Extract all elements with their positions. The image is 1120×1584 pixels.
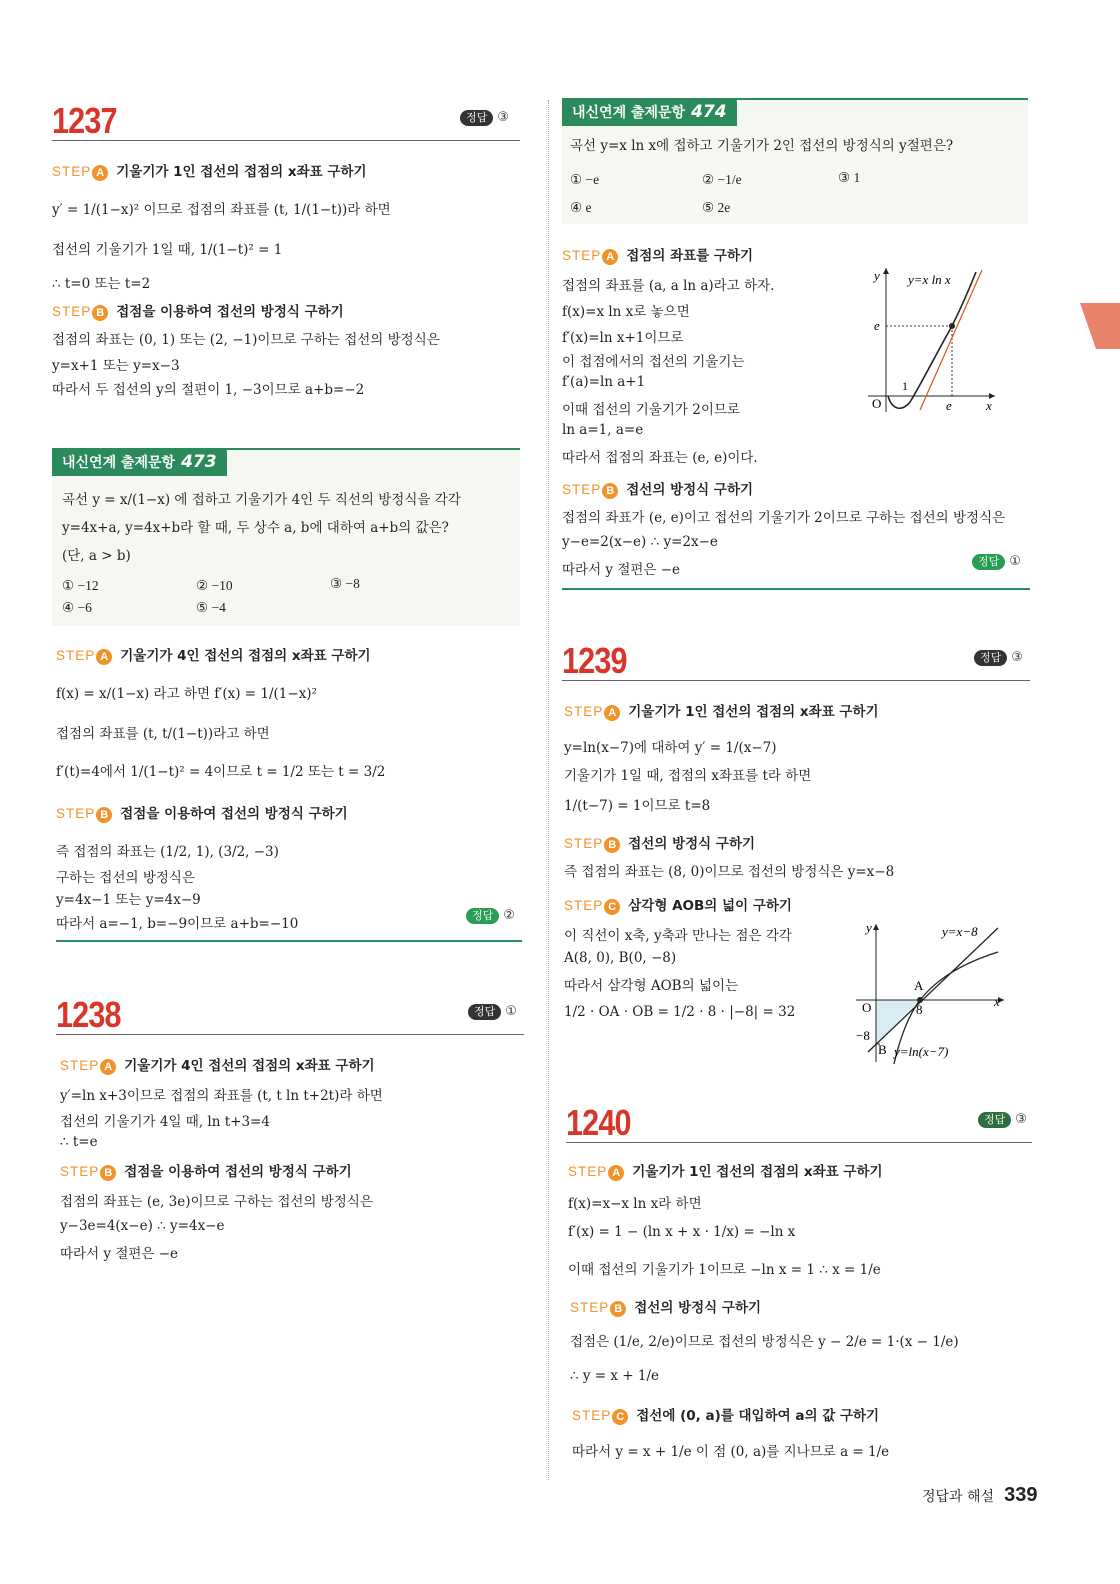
solution-line: f′(t)=4에서 1/(1−t)² = 4이므로 t = 1/2 또는 t = 3/2 — [56, 764, 386, 780]
solution-line: 접점은 (1/e, 2/e)이므로 접선의 방정식은 y − 2/e = 1·(x − 1/e) — [570, 1334, 959, 1350]
solution-line: 이 접점에서의 접선의 기울기는 — [562, 354, 745, 370]
linked-problem-banner: 내신연계 출제문항 473 — [52, 448, 227, 476]
page-number: 339 — [1004, 1484, 1038, 1506]
step-heading: STEP B 접점을 이용하여 접선의 방정식 구하기 — [56, 806, 348, 822]
question-line: 곡선 y=x ln x에 접하고 기울기가 2인 접선의 방정식의 y절편은? — [570, 138, 954, 154]
step-heading: STEP C 접선에 (0, a)를 대입하여 a의 값 구하기 — [572, 1408, 880, 1424]
tick-label: 1 — [902, 379, 908, 393]
curve-label: y=ln(x−7) — [894, 1044, 949, 1059]
choice: ② −1/e — [702, 172, 742, 187]
question-line: 곡선 y = x/(1−x) 에 접하고 기울기가 4인 두 직선의 방정식을 각각 — [62, 492, 461, 508]
solution-line: ln a=1, a=e — [562, 422, 644, 438]
choice: ④ e — [570, 200, 592, 215]
answer-value: ② — [503, 908, 515, 923]
solution-line: 구하는 접선의 방정식은 — [56, 870, 195, 886]
choice: ⑤ 2e — [702, 200, 731, 215]
point-label: A — [914, 978, 924, 993]
choice: ② −10 — [196, 578, 233, 593]
tick-label: −8 — [856, 1028, 870, 1043]
page-footer — [922, 1484, 1037, 1507]
solution-line: 따라서 삼각형 AOB의 넓이는 — [564, 978, 739, 994]
solution-line: f′(a)=ln a+1 — [562, 374, 646, 390]
box-end-rule — [56, 940, 522, 942]
answer-value: ① — [1009, 554, 1021, 569]
step-heading: STEP A 기울기가 4인 접선의 접점의 x좌표 구하기 — [60, 1058, 375, 1074]
step-heading: STEP B 접선의 방정식 구하기 — [564, 836, 756, 852]
solution-line: 이때 접선의 기울기가 2이므로 — [562, 402, 740, 418]
answer-value: ③ — [1015, 1112, 1027, 1127]
solution-line: 접점의 좌표는 (e, 3e)이므로 구하는 접선의 방정식은 — [60, 1194, 373, 1210]
footer-label: 정답과 해설 — [922, 1489, 995, 1505]
answer-indicator — [974, 650, 1023, 666]
answer-badge: 정답 — [974, 650, 1007, 666]
answer-badge: 정답 — [468, 1004, 501, 1020]
point-label: B — [878, 1042, 887, 1057]
solution-line: 이때 접선의 기울기가 1이므로 −ln x = 1 ∴ x = 1/e — [568, 1262, 881, 1278]
solution-line: f(x) = x/(1−x) 라고 하면 f′(x) = 1/(1−x)² — [56, 686, 317, 702]
choice: ③ −8 — [330, 576, 360, 591]
graph-xlnx — [860, 262, 1000, 414]
solution-line: 접점의 좌표를 (a, a ln a)라고 하자. — [562, 278, 775, 294]
solution-line: 1/2 · OA · OB = 1/2 · 8 · |−8| = 32 — [564, 1004, 796, 1020]
section-rule — [56, 1034, 524, 1035]
answer-indicator — [466, 908, 515, 924]
step-heading: STEP A 접점의 좌표를 구하기 — [562, 248, 754, 264]
x-axis-label: x — [986, 398, 992, 413]
step-heading: STEP B 접점을 이용하여 접선의 방정식 구하기 — [52, 304, 344, 320]
solution-line: 따라서 a=−1, b=−9이므로 a+b=−10 — [56, 916, 299, 932]
curve-label: y=x ln x — [908, 272, 951, 287]
origin-label: O — [862, 1000, 872, 1015]
solution-line: f(x)=x−x ln x라 하면 — [568, 1196, 702, 1212]
linked-problem-banner: 내신연계 출제문항 474 — [562, 98, 737, 126]
choice: ① −12 — [62, 578, 99, 593]
solution-line: 따라서 y 절편은 −e — [562, 562, 681, 578]
choice: ④ −6 — [62, 600, 92, 615]
solution-line: ∴ y = x + 1/e — [570, 1368, 660, 1384]
origin-label: O — [872, 396, 882, 411]
section-rule — [566, 1142, 1032, 1143]
answer-badge: 정답 — [978, 1112, 1011, 1128]
step-heading: STEP A 기울기가 1인 접선의 접점의 x좌표 구하기 — [568, 1164, 883, 1180]
solution-line: 기울기가 1일 때, 접점의 x좌표를 t라 하면 — [564, 768, 812, 784]
solution-line: 따라서 두 접선의 y의 절편이 1, −3이므로 a+b=−2 — [52, 382, 365, 398]
answer-value: ③ — [1011, 650, 1023, 665]
solution-line: y=4x−1 또는 y=4x−9 — [56, 892, 201, 908]
step-heading: STEP A 기울기가 1인 접선의 접점의 x좌표 구하기 — [52, 164, 367, 180]
solution-line: 접점의 좌표를 (t, t/(1−t))라고 하면 — [56, 726, 270, 742]
solution-line: 접점의 좌표가 (e, e)이고 접선의 기울기가 2이므로 구하는 접선의 방정식은 — [562, 510, 1006, 526]
solution-line: y=x+1 또는 y=x−3 — [52, 358, 180, 374]
solution-line: f′(x) = 1 − (ln x + x · 1/x) = −ln x — [568, 1224, 796, 1240]
problem-number: 1238 — [56, 994, 121, 1035]
solution-line: 접점의 좌표는 (0, 1) 또는 (2, −1)이므로 구하는 접선의 방정식은 — [52, 332, 440, 348]
solution-line: 1/(t−7) = 1이므로 t=8 — [564, 798, 711, 814]
solution-line: f′(x)=ln x+1이므로 — [562, 330, 684, 346]
answer-badge: 정답 — [466, 908, 499, 924]
solution-line: y′ = 1/(1−x)² 이므로 접점의 좌표를 (t, 1/(1−t))라 하면 — [52, 202, 391, 218]
solution-line: y′=ln x+3이므로 접점의 좌표를 (t, t ln t+2t)라 하면 — [60, 1088, 383, 1104]
solution-line: 따라서 y 절편은 −e — [60, 1246, 179, 1262]
solution-line: ∴ t=0 또는 t=2 — [52, 276, 151, 292]
solution-line: f(x)=x ln x로 놓으면 — [562, 304, 690, 320]
tick-label: e — [946, 398, 952, 413]
answer-value: ① — [505, 1004, 517, 1019]
question-line: (단, a > b) — [62, 548, 131, 564]
solution-line: 접선의 기울기가 1일 때, 1/(1−t)² = 1 — [52, 242, 283, 258]
answer-indicator — [460, 110, 509, 126]
solution-line: y=ln(x−7)에 대하여 y′ = 1/(x−7) — [564, 740, 777, 756]
problem-number: 1240 — [566, 1102, 631, 1143]
answer-indicator — [972, 554, 1021, 570]
answer-value: ③ — [497, 110, 509, 125]
y-axis-label: y — [866, 920, 872, 935]
step-heading: STEP C 삼각형 AOB의 넓이 구하기 — [564, 898, 792, 914]
problem-number: 1237 — [52, 100, 117, 141]
step-heading: STEP B 접점을 이용하여 접선의 방정식 구하기 — [60, 1164, 352, 1180]
choice: ③ 1 — [838, 170, 861, 185]
solution-line: y−3e=4(x−e) ∴ y=4x−e — [60, 1218, 225, 1234]
tangent-line — [920, 270, 982, 410]
y-axis-label: y — [874, 268, 880, 283]
step-heading: STEP A 기울기가 4인 접선의 접점의 x좌표 구하기 — [56, 648, 371, 664]
problem-number: 1239 — [562, 640, 627, 681]
solution-line: ∴ t=e — [60, 1134, 98, 1150]
solution-line: A(8, 0), B(0, −8) — [564, 950, 677, 966]
solution-line: 따라서 접점의 좌표는 (e, e)이다. — [562, 450, 758, 466]
box-end-rule — [562, 588, 1030, 590]
tick-label: 8 — [916, 1002, 923, 1017]
x-axis-label: x — [994, 994, 1000, 1009]
answer-indicator — [978, 1112, 1027, 1128]
tangent-point — [949, 323, 955, 329]
column-divider — [548, 100, 549, 1480]
answer-indicator — [468, 1004, 517, 1020]
choice: ① −e — [570, 172, 600, 187]
answer-badge: 정답 — [972, 554, 1005, 570]
solution-line: y−e=2(x−e) ∴ y=2x−e — [562, 534, 718, 550]
answer-badge: 정답 — [460, 110, 493, 126]
step-heading: STEP B 접선의 방정식 구하기 — [570, 1300, 762, 1316]
tangent-line — [868, 928, 998, 1052]
choice: ⑤ −4 — [196, 600, 226, 615]
solution-line: 이 직선이 x축, y축과 만나는 점은 각각 — [564, 928, 792, 944]
section-rule — [52, 140, 520, 141]
step-heading: STEP A 기울기가 1인 접선의 접점의 x좌표 구하기 — [564, 704, 879, 720]
section-rule — [562, 680, 1030, 681]
solution-line: 즉 접점의 좌표는 (1/2, 1), (3/2, −3) — [56, 844, 279, 860]
step-heading: STEP B 접선의 방정식 구하기 — [562, 482, 754, 498]
solution-line: 즉 접점의 좌표는 (8, 0)이므로 접선의 방정식은 y=x−8 — [564, 864, 895, 880]
solution-line: 접선의 기울기가 4일 때, ln t+3=4 — [60, 1114, 270, 1130]
graph-ln-x-7 — [852, 918, 1012, 1066]
section-tab-marker — [1080, 303, 1120, 349]
solution-line: 따라서 y = x + 1/e 이 점 (0, a)를 지나므로 a = 1/e — [572, 1444, 890, 1460]
line-label: y=x−8 — [942, 924, 978, 939]
tick-label: e — [874, 318, 880, 333]
question-line: y=4x+a, y=4x+b라 할 때, 두 상수 a, b에 대하여 a+b의 값은? — [62, 520, 449, 536]
